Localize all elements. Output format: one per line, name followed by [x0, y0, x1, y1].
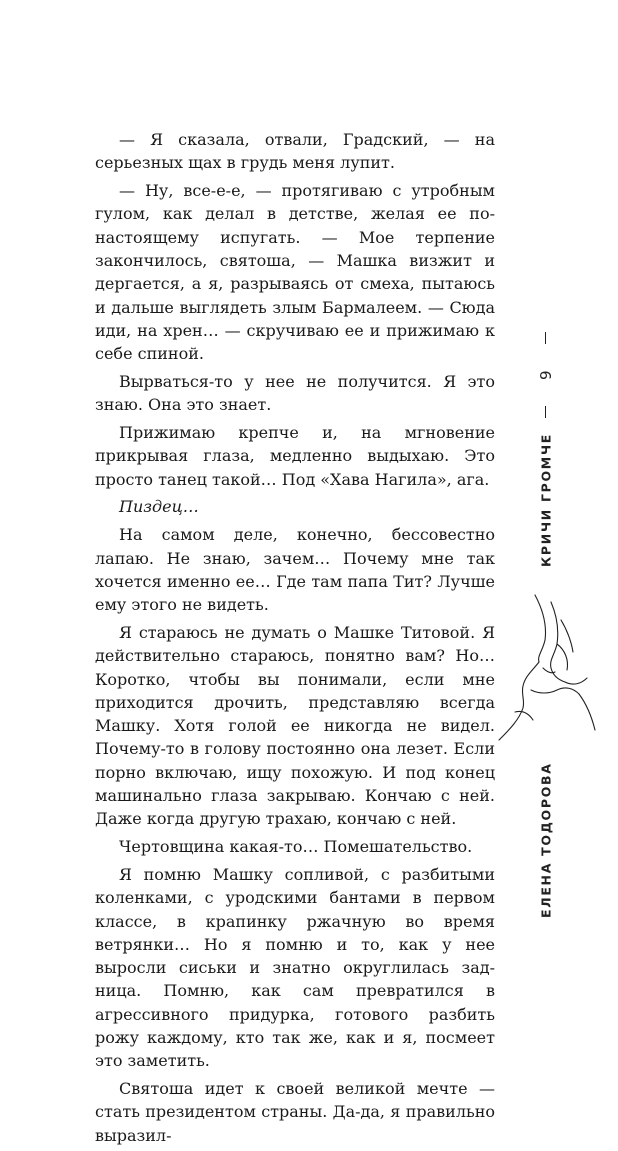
book-title: КРИЧИ ГРОМЧЕ — [538, 433, 554, 567]
divider — [545, 406, 546, 418]
paragraph: Прижимаю крепче и, на мгновение прикрывая глаза, медленно выдыхаю. Это просто танец такой… Под «Хава Нагила», ага. — [95, 423, 495, 489]
paragraph-italic: Пиздец… — [119, 497, 199, 517]
author-name: ЕЛЕНА ТОДОРОВА — [538, 762, 554, 918]
divider — [545, 332, 546, 344]
couple-line-drawing-icon — [495, 590, 605, 750]
paragraph: — Я сказала, отвали, Градский, — на серьезных щах в грудь меня лупит. — [95, 130, 495, 173]
paragraph: Я помню Машку сопливой, с разбитыми коленками, с уродскими бантами в первом классе, в крапинку ржачную во время ветрянки… Но я помню и то, как у нее выросли сиськи и знатно округлилась задница. Помню, как сам превратился в агрессивного придурка, готового разбить рожу каждому, кто так же, как и я, посмеет это заметить. — [95, 864, 495, 1071]
paragraph: Святоша идет к своей великой мечте — стать президентом страны. Да-да, я правильно выразил- — [95, 1079, 495, 1145]
paragraph: — Ну, все-е-е, — протягиваю с утробным гулом, как делал в детстве, желая ее по-настоящему испугать. — Мое терпение закончилось, святоша, — Машка визжит и дергается, а я, разрываясь от смеха, пытаюсь и дальше выглядеть злым Бармалеем. — Сюда иди, на хрен… — скручиваю ее и прижимаю к себе спиной. — [95, 181, 495, 364]
paragraph: Вырваться-то у нее не получится. Я это знаю. Она это знает. — [95, 371, 495, 415]
paragraph: Чертовщина какая-то… Помешательство. — [119, 837, 473, 857]
main-text — [95, 128, 495, 1151]
paragraph: На самом деле, конечно, бессовестно лапаю. Не знаю, зачем… Почему мне так хочется именно ее… Где там папа Тит? Лучше ему этого не видеть. — [95, 525, 495, 615]
page-number: 9 — [537, 370, 555, 380]
paragraph: Я стараюсь не думать о Машке Титовой. Я действительно стараюсь, понятно вам? Но… Коротко, чтобы вы понимали, если мне приходится дрочить, представляю всегда Машку. Хотя голой ее никогда не видел. Почему-то в голову постоянно она лезет. Если порно включаю, ищу похожую. И под конец машинально глаза закрываю. Кончаю с ней. Даже когда другую трахаю, кончаю с ней. — [95, 622, 495, 829]
